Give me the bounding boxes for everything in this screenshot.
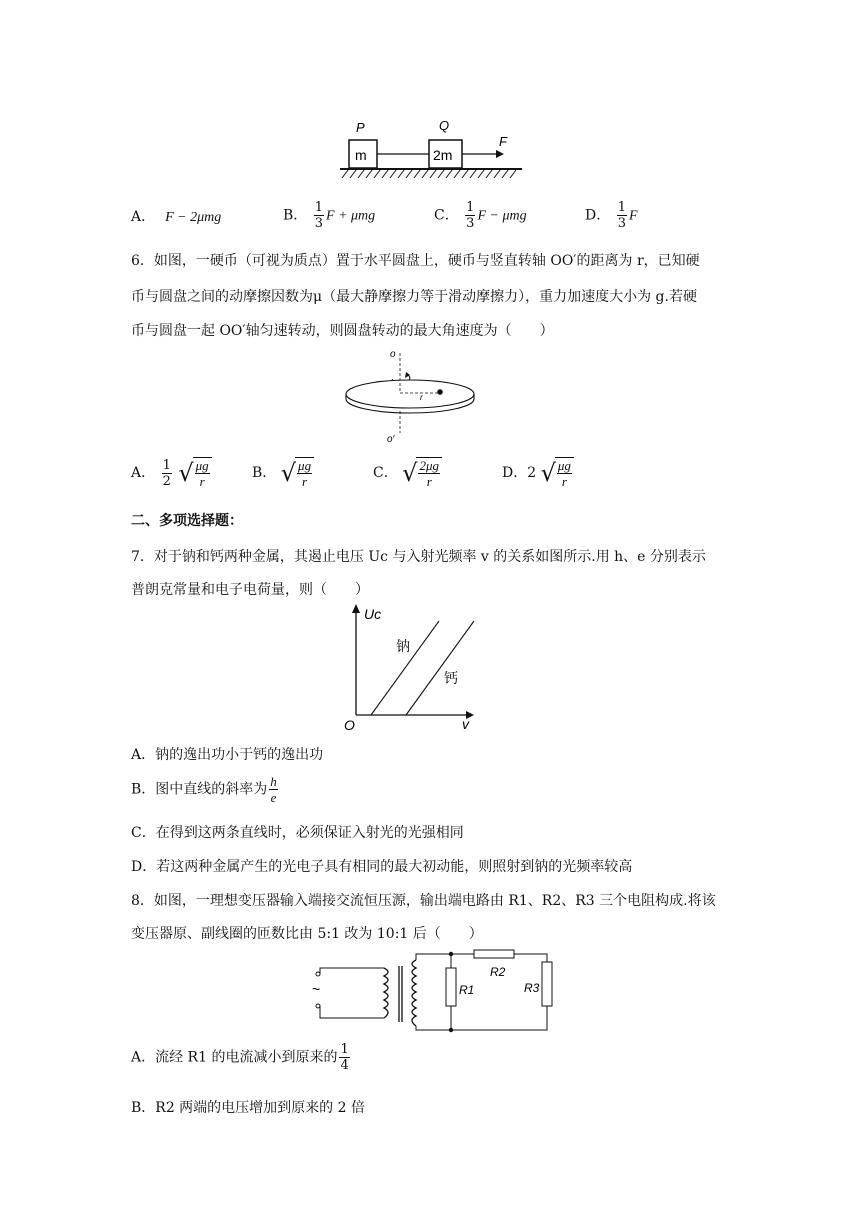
- calcium-label: 钙: [444, 670, 458, 686]
- q6-option-a: A． $\frac{1}{2}$ √ $\frac{\mu g}{r}$: [131, 457, 212, 489]
- sodium-label: 钠: [396, 638, 410, 654]
- label-r2: R2: [490, 965, 506, 979]
- q6-text-line-1: 6．如图，一硬币（可视为质点）置于水平圆盘上，硬币与竖直转轴 OO′的距离为 r，已知硬: [131, 253, 700, 269]
- blocks-figure: [336, 118, 526, 184]
- ac-source-symbol: ~: [312, 981, 321, 997]
- secondary-coil: [412, 960, 416, 1026]
- stopping-voltage-graph: [342, 603, 477, 733]
- q7-text-line-1: 7．对于钠和钙两种金属，其遏止电压 Uc 与入射光频率 v 的关系如图所示.用 h、e 分别表示: [131, 549, 706, 565]
- resistor-r2: [474, 950, 514, 958]
- calcium-line: [406, 621, 474, 715]
- q5-option-a: A． F − 2μmg: [131, 209, 222, 225]
- svg-text:o′: o′: [387, 434, 395, 445]
- q6-option-c: C． √ $\frac{2\mu g}{r}$: [373, 457, 442, 489]
- transformer-circuit-figure: [306, 948, 556, 1034]
- q6-option-b: B． √ $\frac{\mu g}{r}$: [252, 457, 314, 489]
- q7-option-a: A．钠的逸出功小于钙的逸出功: [131, 747, 324, 763]
- q8-option-a: A．流经 R1 的电流减小到原来的 $\frac{1}{4}$: [131, 1042, 349, 1073]
- coin-dot: [437, 389, 443, 395]
- x-axis-label: v: [462, 716, 469, 732]
- resistor-r1: [446, 968, 456, 1006]
- q7-option-b: B．图中直线的斜率为 $\frac{h}{e}$: [131, 774, 277, 805]
- q6-text-line-2: 币与圆盘之间的动摩擦因数为μ（最大静摩擦力等于滑动摩擦力），重力加速度大小为 g.若硬: [131, 289, 697, 305]
- q5-option-b: B． $\frac{1}{3}$ F + μmg: [283, 200, 376, 231]
- q7-text-line-2: 普朗克常量和电子电荷量，则（ ）: [131, 582, 369, 598]
- origin-label: O: [344, 717, 355, 733]
- block-q-mass: 2m: [433, 147, 453, 163]
- section-heading-multiple-choice: 二、多项选择题：: [131, 513, 243, 529]
- sodium-line: [371, 621, 439, 715]
- resistor-r3: [542, 962, 552, 1006]
- rotating-disk-figure: [340, 345, 480, 445]
- y-axis-label: Uc: [364, 606, 382, 622]
- force-label: F: [499, 134, 507, 149]
- svg-text:r: r: [420, 393, 423, 402]
- ground-hatch: [342, 170, 516, 178]
- q5-option-c: C． $\frac{1}{3}$ F − μmg: [434, 200, 527, 231]
- q8-option-b: B．R2 两端的电压增加到原来的 2 倍: [131, 1100, 365, 1116]
- q7-option-d: D．若这两种金属产生的光电子具有相同的最大初动能，则照射到钠的光频率较高: [131, 859, 633, 875]
- q5-option-d: D． $\frac{1}{3}$ F: [585, 200, 638, 231]
- q7-option-c: C．在得到这两条直线时，必须保证入射光的光强相同: [131, 825, 464, 841]
- q8-text-line-1: 8．如图，一理想变压器输入端接交流恒压源，输出端电路由 R1、R2、R3 三个电阻构成.将该: [131, 893, 716, 909]
- label-p: P: [356, 120, 365, 135]
- disk-top: [346, 380, 474, 408]
- label-r1: R1: [459, 983, 475, 997]
- block-p-mass: m: [355, 147, 367, 163]
- q6-option-d: D．2 √ $\frac{\mu g}{r}$: [502, 457, 574, 489]
- q8-text-line-2: 变压器原、副线圈的匝数比由 5:1 改为 10:1 后（ ）: [131, 926, 483, 942]
- label-q: Q: [439, 118, 450, 133]
- primary-coil: [384, 968, 388, 1018]
- q6-text-line-3: 币与圆盘一起 OO′轴匀速转动，则圆盘转动的最大角速度为（ ）: [131, 323, 554, 339]
- label-r3: R3: [524, 981, 540, 995]
- svg-text:o: o: [390, 349, 396, 360]
